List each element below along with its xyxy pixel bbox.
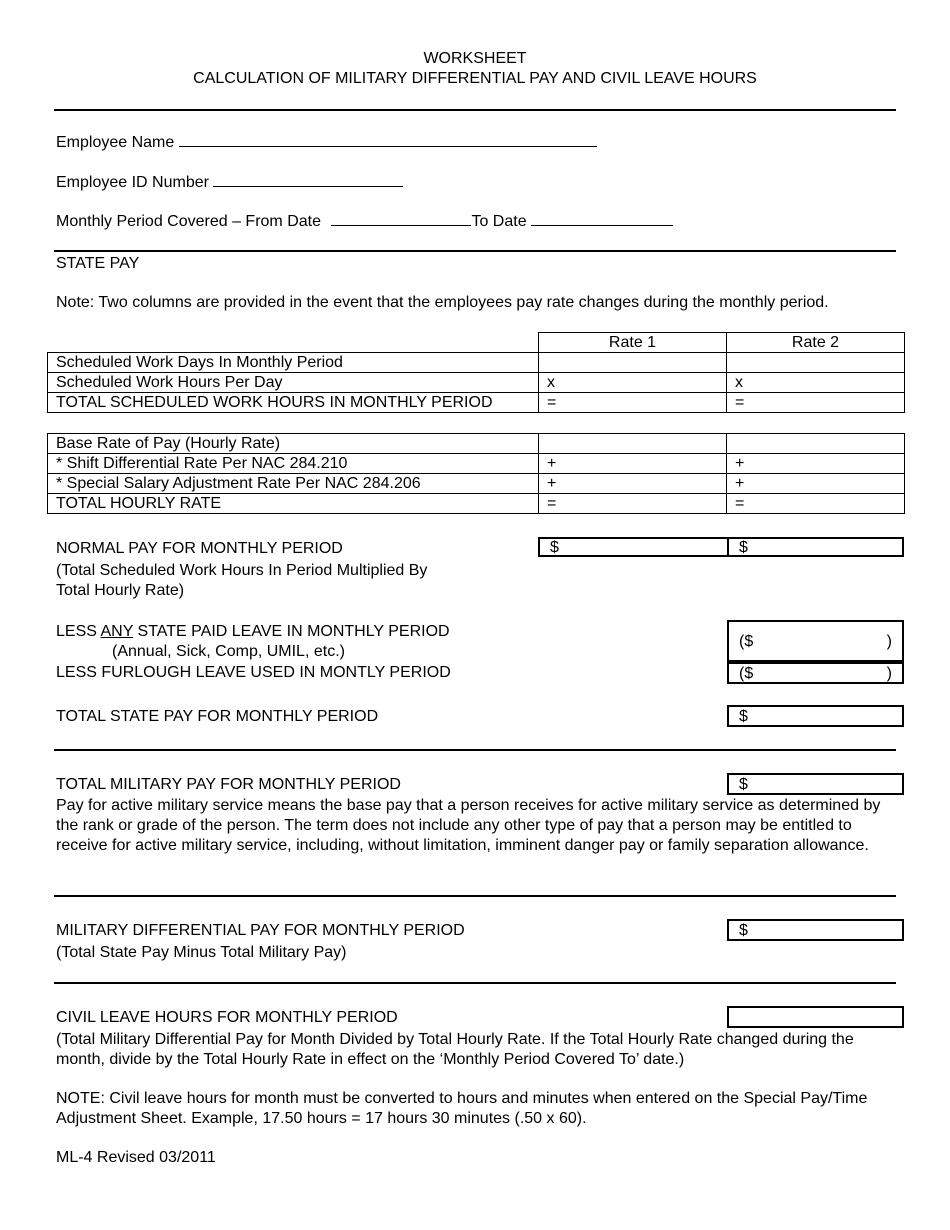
military-pay-label: TOTAL MILITARY PAY FOR MONTHLY PERIOD xyxy=(56,776,401,793)
table-row xyxy=(48,494,905,514)
table-row xyxy=(48,474,905,494)
table-row xyxy=(48,393,905,413)
rate1-cell[interactable] xyxy=(539,434,727,454)
employee-id-label: Employee ID Number xyxy=(56,174,209,191)
from-date-label: Monthly Period Covered – From Date xyxy=(56,213,321,230)
dollar-sign: $ xyxy=(739,539,748,556)
open-paren-dollar: ($ xyxy=(739,665,754,682)
divider xyxy=(54,749,896,751)
normal-pay-label: NORMAL PAY FOR MONTHLY PERIOD xyxy=(56,540,343,557)
to-date-field[interactable] xyxy=(531,211,673,226)
close-paren: ) xyxy=(886,633,892,650)
rate2-cell[interactable]: x xyxy=(727,373,905,393)
rate1-cell[interactable]: = xyxy=(539,393,727,413)
divider xyxy=(54,109,896,111)
military-pay-box[interactable] xyxy=(727,773,904,795)
rate1-cell[interactable] xyxy=(539,353,727,373)
row-label: TOTAL SCHEDULED WORK HOURS IN MONTHLY PERIOD xyxy=(48,393,539,413)
rate1-cell[interactable]: = xyxy=(539,494,727,514)
to-date-label: To Date xyxy=(471,213,527,230)
state-pay-heading: STATE PAY xyxy=(56,255,140,272)
dollar-sign: $ xyxy=(739,708,748,725)
employee-name-label: Employee Name xyxy=(56,134,175,151)
civil-leave-label: CIVIL LEAVE HOURS FOR MONTHLY PERIOD xyxy=(56,1009,398,1026)
row-label: * Special Salary Adjustment Rate Per NAC 284.206 xyxy=(48,474,539,494)
normal-pay-rate2-box[interactable] xyxy=(727,537,904,557)
employee-id-field[interactable] xyxy=(213,172,403,187)
row-label: Scheduled Work Hours Per Day xyxy=(48,373,539,393)
divider xyxy=(54,982,896,984)
period-row xyxy=(56,211,673,231)
rate2-cell[interactable]: + xyxy=(727,454,905,474)
rate2-cell[interactable]: = xyxy=(727,393,905,413)
table-header-row xyxy=(48,333,905,353)
row-label: Base Rate of Pay (Hourly Rate) xyxy=(48,434,539,454)
divider xyxy=(54,895,896,897)
state-pay-note: Note: Two columns are provided in the event that the employees pay rate changes during the monthly period. xyxy=(56,294,829,311)
divider xyxy=(54,250,896,252)
conversion-note: NOTE: Civil leave hours for month must be converted to hours and minutes when entered on the Special Pay/Time Adjustment Sheet. Example, 17.50 hours = 17 hours 30 minutes (.50 x 60). xyxy=(56,1090,868,1127)
rate1-cell[interactable]: + xyxy=(539,454,727,474)
rate2-cell[interactable]: = xyxy=(727,494,905,514)
dollar-sign: $ xyxy=(739,776,748,793)
dollar-sign: $ xyxy=(739,922,748,939)
rate1-header: Rate 1 xyxy=(539,333,727,353)
table-row xyxy=(48,353,905,373)
rate2-cell[interactable]: + xyxy=(727,474,905,494)
less-leave-note: (Annual, Sick, Comp, UMIL, etc.) xyxy=(112,643,345,660)
hours-table xyxy=(47,332,905,413)
dollar-sign: $ xyxy=(550,539,559,556)
furlough-box[interactable] xyxy=(727,662,904,684)
normal-pay-note: (Total Scheduled Work Hours In Period Multiplied By xyxy=(56,562,428,579)
less-leave-label: LESS ANY STATE PAID LEAVE IN MONTHLY PERIOD xyxy=(56,623,450,640)
total-state-pay-label: TOTAL STATE PAY FOR MONTHLY PERIOD xyxy=(56,708,379,725)
normal-pay-note: Total Hourly Rate) xyxy=(56,582,185,599)
close-paren: ) xyxy=(886,665,892,682)
employee-name-field[interactable] xyxy=(179,132,597,147)
table-row xyxy=(48,454,905,474)
rate1-cell[interactable]: + xyxy=(539,474,727,494)
total-state-pay-box[interactable] xyxy=(727,705,904,727)
rate2-header: Rate 2 xyxy=(727,333,905,353)
differential-pay-label: MILITARY DIFFERENTIAL PAY FOR MONTHLY PERIOD xyxy=(56,922,465,939)
open-paren-dollar: ($ xyxy=(739,633,754,650)
any-emphasis: ANY xyxy=(100,623,134,640)
table-row xyxy=(48,373,905,393)
civil-leave-hours-box[interactable] xyxy=(727,1006,904,1028)
furlough-label: LESS FURLOUGH LEAVE USED IN MONTLY PERIOD xyxy=(56,664,451,681)
employee-name-row xyxy=(56,132,597,152)
form-subtitle: CALCULATION OF MILITARY DIFFERENTIAL PAY AND CIVIL LEAVE HOURS xyxy=(193,70,757,87)
employee-id-row xyxy=(56,172,403,192)
form-title: WORKSHEET xyxy=(423,50,527,67)
civil-leave-note: (Total Military Differential Pay for Month Divided by Total Hourly Rate. If the Total Hourly Rate changed during the month, divide by the Total Hourly Rate in effect on the ‘Monthly Period Covered To’ date.) xyxy=(56,1031,854,1068)
less-leave-box[interactable] xyxy=(727,620,904,662)
differential-pay-box[interactable] xyxy=(727,919,904,941)
table-row xyxy=(48,434,905,454)
row-label: TOTAL HOURLY RATE xyxy=(48,494,539,514)
rate1-cell[interactable]: x xyxy=(539,373,727,393)
differential-pay-note: (Total State Pay Minus Total Military Pay) xyxy=(56,944,347,961)
rate2-cell[interactable] xyxy=(727,353,905,373)
rate-table xyxy=(47,433,905,514)
military-pay-description: Pay for active military service means the base pay that a person receives for active military service as determined by the rank or grade of the person. The term does not include any other type of pay that a person may be entitled to receive for active military service, including, without limitation, imminent danger pay or family separation allowance. xyxy=(56,797,881,854)
row-label: Scheduled Work Days In Monthly Period xyxy=(48,353,539,373)
rate2-cell[interactable] xyxy=(727,434,905,454)
normal-pay-rate1-box[interactable] xyxy=(538,537,729,557)
row-label: * Shift Differential Rate Per NAC 284.210 xyxy=(48,454,539,474)
from-date-field[interactable] xyxy=(331,211,471,226)
form-id: ML-4 Revised 03/2011 xyxy=(56,1149,216,1166)
